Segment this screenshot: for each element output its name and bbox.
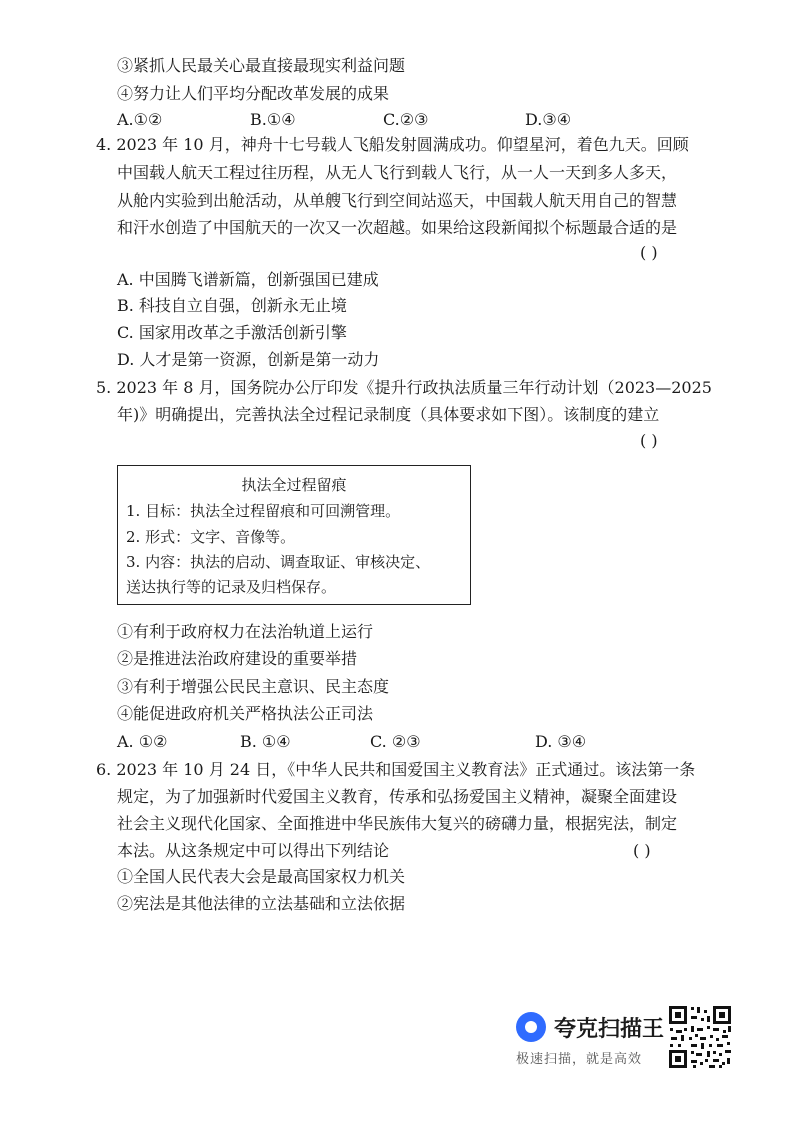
q3-item-4: ④努力让人们平均分配改革发展的成果 xyxy=(117,84,390,103)
q4-stem-line: 中国载人航天工程过往历程，从无人飞行到载人飞行，从一人一天到多人多天， xyxy=(117,163,678,182)
q4-answer-paren: ( ) xyxy=(640,243,658,262)
q3-option-b: B.①④ xyxy=(250,110,296,129)
box-line: 1. 目标：执法全过程留痕和可回溯管理。 xyxy=(126,502,401,520)
q5-answer-paren: ( ) xyxy=(640,431,658,450)
q5-option-c: C. ②③ xyxy=(370,732,421,751)
box-line: 3. 内容：执法的启动、调查取证、审核决定、 xyxy=(126,553,431,571)
q5-item-2: ②是推进法治政府建设的重要举措 xyxy=(117,649,358,668)
q5-stem-line: 5. 2023 年 8 月，国务院办公厅印发《提升行政执法质量三年行动计划（2023—2025 xyxy=(96,378,712,397)
q6-stem-line: 规定，为了加强新时代爱国主义教育，传承和弘扬爱国主义精神，凝聚全面建设 xyxy=(117,787,678,806)
q5-option-d: D. ③④ xyxy=(535,732,587,751)
q6-item-1: ①全国人民代表大会是最高国家权力机关 xyxy=(117,867,406,886)
box-title: 执法全过程留痕 xyxy=(241,476,347,494)
brand-name: 夸克扫描王 xyxy=(554,1017,665,1042)
q3-option-c: C.②③ xyxy=(383,110,429,129)
q3-option-d: D.③④ xyxy=(525,110,572,129)
box-line: 2. 形式：文字、音像等。 xyxy=(126,528,296,546)
q6-stem-line: 社会主义现代化国家、全面推进中华民族伟大复兴的磅礴力量，根据宪法，制定 xyxy=(117,814,678,833)
box-line: 送达执行等的记录及归档保存。 xyxy=(126,578,337,596)
q4-option-d: D. 人才是第一资源，创新是第一动力 xyxy=(117,350,380,369)
q6-answer-paren: ( ) xyxy=(633,841,651,860)
q4-stem-line: 4. 2023 年 10 月，神舟十七号载人飞船发射圆满成功。仰望星河，着色九天。回顾 xyxy=(96,135,689,154)
q4-stem-line: 和汗水创造了中国航天的一次又一次超越。如果给这段新闻拟个标题最合适的是 xyxy=(117,218,678,237)
brand-slogan: 极速扫描，就是高效 xyxy=(516,1052,643,1067)
q4-option-c: C. 国家用改革之手激活创新引擎 xyxy=(117,323,347,342)
law-enforcement-box xyxy=(117,465,471,605)
q6-stem-line: 6. 2023 年 10 月 24 日，《中华人民共和国爱国主义教育法》正式通过。该法第一条 xyxy=(96,760,696,779)
q4-stem-line: 从舱内实验到出舱活动，从单艘飞行到空间站巡天，中国载人航天用自己的智慧 xyxy=(117,191,678,210)
q4-option-a: A. 中国腾飞谱新篇，创新强国已建成 xyxy=(117,270,379,289)
q6-item-2: ②宪法是其他法律的立法基础和立法依据 xyxy=(117,894,406,913)
q6-stem-line: 本法。从这条规定中可以得出下列结论 xyxy=(117,841,390,860)
q3-option-a: A.①② xyxy=(117,110,163,129)
q4-option-b: B. 科技自立自强，创新永无止境 xyxy=(117,296,347,315)
q5-item-3: ③有利于增强公民民主意识、民主态度 xyxy=(117,677,390,696)
scanner-watermark xyxy=(510,1000,740,1080)
q5-stem-line: 年)》明确提出，完善执法全过程记录制度（具体要求如下图）。该制度的建立 xyxy=(117,405,660,424)
q5-item-1: ①有利于政府权力在法治轨道上运行 xyxy=(117,622,374,641)
quark-logo-icon xyxy=(516,1012,546,1042)
q5-item-4: ④能促进政府机关严格执法公正司法 xyxy=(117,704,374,723)
q5-option-b: B. ①④ xyxy=(240,732,291,751)
q3-item-3: ③紧抓人民最关心最直接最现实利益问题 xyxy=(117,56,406,75)
q5-option-a: A. ①② xyxy=(117,732,168,751)
qr-code-icon xyxy=(667,1004,733,1070)
